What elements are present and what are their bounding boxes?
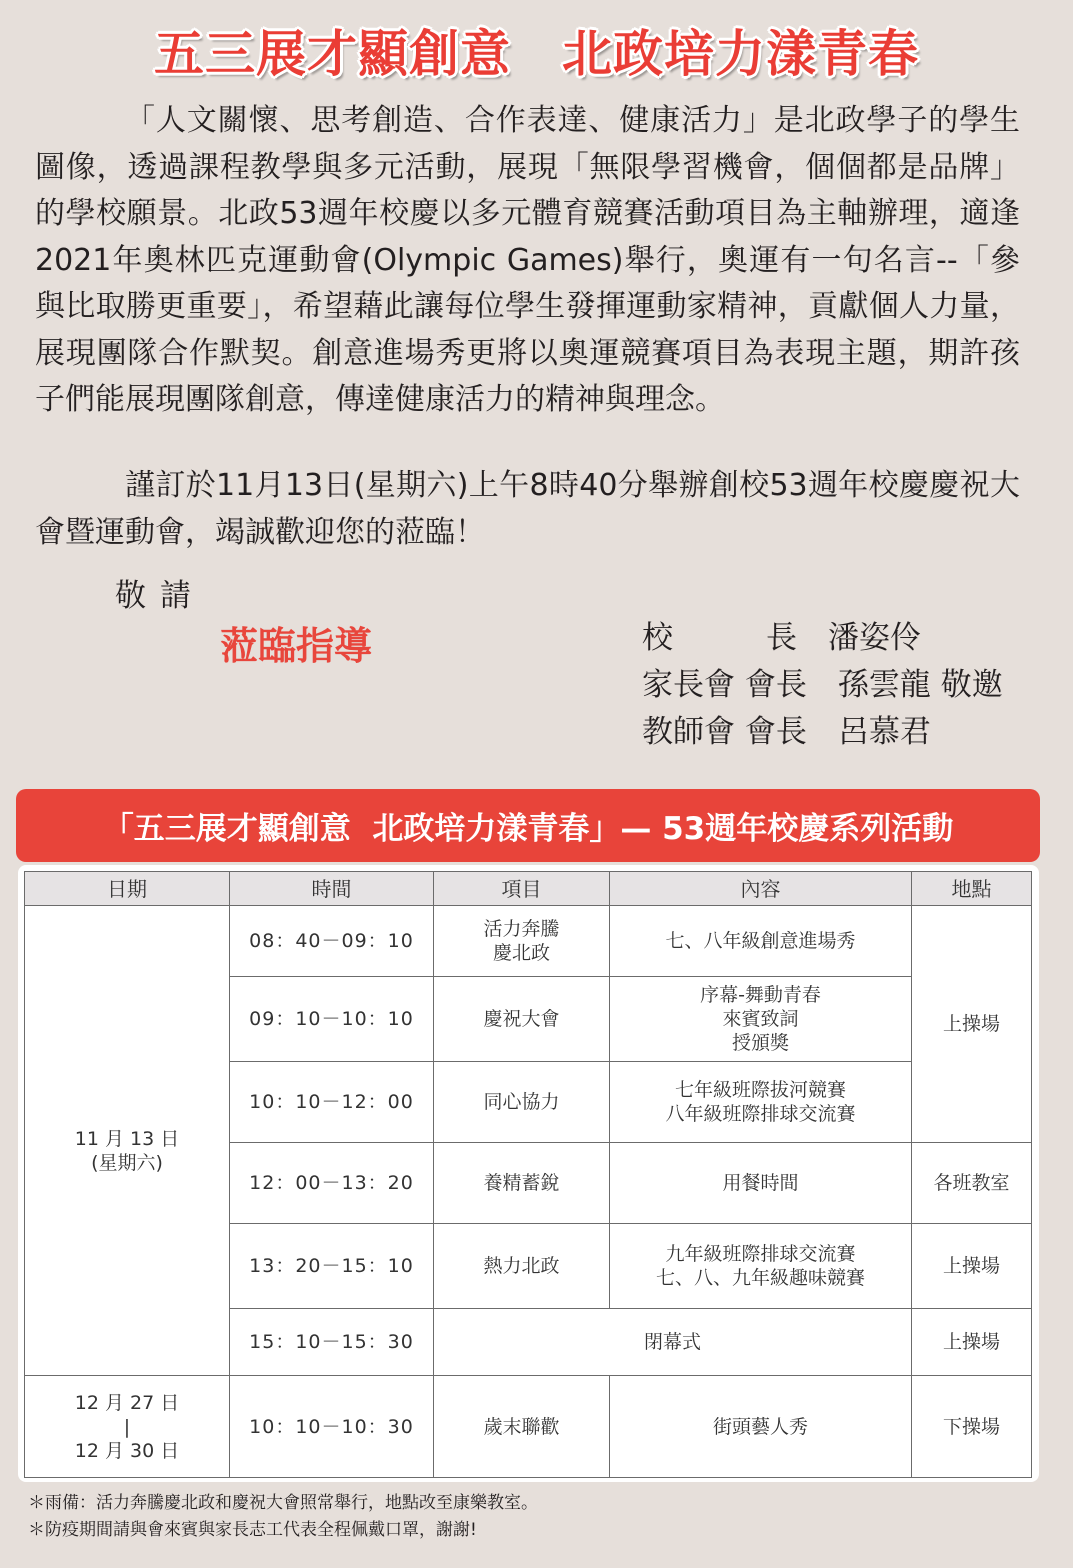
schedule-banner: 「五三展才顯創意 北政培力漾青春」— 53週年校慶系列活動 bbox=[16, 789, 1040, 862]
signature-parents: 家長會 會長 孫雲龍 敬邀 bbox=[642, 667, 1003, 703]
respectfully-text: 敬請 bbox=[115, 578, 205, 614]
intro-paragraph: 「人文關懷、思考創造、合作表達、健康活力」是北政學子的學生圖像，透過課程教學與多元活動，展現「無限學習機會，個個都是品牌」的學校願景。北政53週年校慶以多元體育競賽活動項目為主軸辦理，適逢2021年奧林匹克運動會(Olympic Games)舉行，奧運有一句名言--「參與比取勝更重要」，希望藉此讓每位學生發揮運動家精神，貢獻個人力量，展現團隊合作默契。創意進場秀更將以奧運競賽項目為表現主題，期許孩子們能展現團隊創意，傳達健康活力的精神與理念。 bbox=[35, 103, 1020, 417]
item-cell: 同心協力 bbox=[434, 1062, 610, 1143]
content-cell: 街頭藝人秀 bbox=[610, 1376, 912, 1478]
item-cell: 熱力北政 bbox=[434, 1224, 610, 1309]
table-row bbox=[25, 1376, 1032, 1478]
table-header-row bbox=[25, 872, 1032, 906]
schedule-table bbox=[24, 871, 1032, 1478]
content-cell: 用餐時間 bbox=[610, 1143, 912, 1224]
place-cell: 上操場 bbox=[912, 906, 1032, 1143]
time-cell: 08：40－09：10 bbox=[230, 906, 434, 977]
item-cell: 歲末聯歡 bbox=[434, 1376, 610, 1478]
signature-teachers: 教師會 會長 呂慕君 bbox=[642, 714, 931, 750]
place-cell: 上操場 bbox=[912, 1309, 1032, 1376]
header-place: 地點 bbox=[912, 872, 1032, 906]
header-time: 時間 bbox=[230, 872, 434, 906]
date-cell: 11 月 13 日 (星期六) bbox=[25, 906, 230, 1376]
table-row bbox=[25, 906, 1032, 977]
page-title: 五三展才顯創意 北政培力漾青春 bbox=[154, 25, 919, 83]
header-content: 內容 bbox=[610, 872, 912, 906]
time-cell: 09：10－10：10 bbox=[230, 977, 434, 1062]
time-cell: 12：00－13：20 bbox=[230, 1143, 434, 1224]
item-cell: 活力奔騰 慶北政 bbox=[434, 906, 610, 977]
signature-principal: 校 長 潘姿伶 bbox=[642, 620, 921, 656]
content-cell: 七年級班際拔河競賽 八年級班際排球交流賽 bbox=[610, 1062, 912, 1143]
content-cell: 序幕-舞動青春 來賓致詞 授頒獎 bbox=[610, 977, 912, 1062]
place-cell: 上操場 bbox=[912, 1224, 1032, 1309]
mask-note: ＊防疫期間請與會來賓與家長志工代表全程佩戴口罩，謝謝! bbox=[28, 1520, 477, 1540]
rain-note: ＊雨備：活力奔騰慶北政和慶祝大會照常舉行，地點改至康樂教室。 bbox=[28, 1493, 538, 1513]
time-cell: 10：10－12：00 bbox=[230, 1062, 434, 1143]
item-cell: 慶祝大會 bbox=[434, 977, 610, 1062]
time-cell: 13：20－15：10 bbox=[230, 1224, 434, 1309]
content-cell: 九年級班際排球交流賽 七、八、九年級趣味競賽 bbox=[610, 1224, 912, 1309]
place-cell: 各班教室 bbox=[912, 1143, 1032, 1224]
place-cell: 下操場 bbox=[912, 1376, 1032, 1478]
guidance-text: 蒞臨指導 bbox=[220, 624, 373, 668]
date-cell: 12 月 27 日 | 12 月 30 日 bbox=[25, 1376, 230, 1478]
item-cell: 養精蓄銳 bbox=[434, 1143, 610, 1224]
time-cell: 15：10－15：30 bbox=[230, 1309, 434, 1376]
schedule-table-container bbox=[18, 865, 1039, 1482]
closing-ceremony-cell: 閉幕式 bbox=[434, 1309, 912, 1376]
time-cell: 10：10－10：30 bbox=[230, 1376, 434, 1478]
invitation-paragraph: 謹訂於11月13日(星期六)上午8時40分舉辦創校53週年校慶慶祝大會暨運動會，竭誠歡迎您的蒞臨！ bbox=[35, 468, 1020, 550]
header-date: 日期 bbox=[25, 872, 230, 906]
content-cell: 七、八年級創意進場秀 bbox=[610, 906, 912, 977]
header-item: 項目 bbox=[434, 872, 610, 906]
